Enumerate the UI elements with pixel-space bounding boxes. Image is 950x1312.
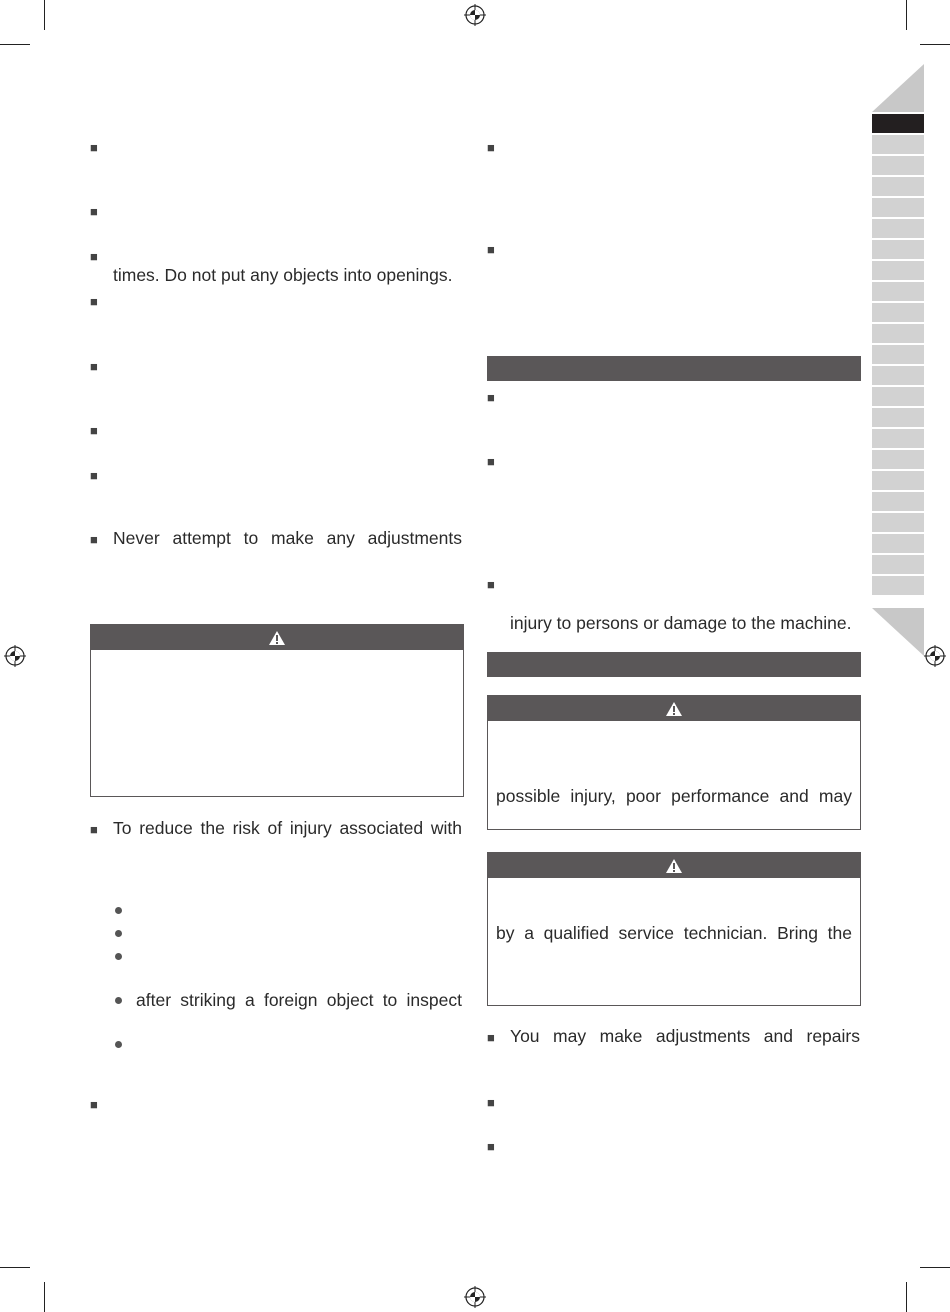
language-tab-strip bbox=[872, 114, 924, 608]
square-bullet: ■ bbox=[487, 242, 495, 257]
tab bbox=[872, 240, 924, 259]
tab bbox=[872, 387, 924, 406]
warning-header bbox=[91, 625, 463, 650]
warning-triangle-icon bbox=[665, 858, 683, 874]
tab bbox=[872, 408, 924, 427]
tab bbox=[872, 303, 924, 322]
tab bbox=[872, 177, 924, 196]
round-bullet bbox=[115, 997, 122, 1004]
tab bbox=[872, 429, 924, 448]
tab bbox=[872, 282, 924, 301]
round-bullet bbox=[115, 1041, 122, 1048]
crop-mark bbox=[906, 1282, 907, 1312]
registration-mark-icon bbox=[4, 645, 26, 667]
warning-triangle-icon bbox=[665, 701, 683, 717]
text-line: times. Do not put any objects into openings. bbox=[113, 265, 453, 285]
crop-mark bbox=[920, 1267, 950, 1268]
warning-header bbox=[488, 696, 860, 721]
warning-triangle-icon bbox=[268, 630, 286, 646]
round-bullet bbox=[115, 953, 122, 960]
tab bbox=[872, 450, 924, 469]
square-bullet: ■ bbox=[487, 1030, 495, 1045]
text-line: injury to persons or damage to the machine. bbox=[510, 613, 852, 633]
square-bullet: ■ bbox=[487, 140, 495, 155]
tab-strip-top-wedge bbox=[872, 64, 924, 112]
text-line: You may make adjustments and repairs bbox=[510, 1026, 860, 1046]
crop-mark bbox=[0, 44, 30, 45]
crop-mark bbox=[44, 0, 45, 30]
section-header-bar bbox=[487, 652, 861, 677]
square-bullet: ■ bbox=[90, 468, 98, 483]
tab bbox=[872, 534, 924, 553]
warning-box bbox=[90, 624, 464, 797]
square-bullet: ■ bbox=[90, 423, 98, 438]
square-bullet: ■ bbox=[90, 822, 98, 837]
square-bullet: ■ bbox=[487, 1139, 495, 1154]
round-bullet bbox=[115, 907, 122, 914]
square-bullet: ■ bbox=[90, 249, 98, 264]
crop-mark bbox=[0, 1267, 30, 1268]
tab bbox=[872, 366, 924, 385]
crop-mark bbox=[906, 0, 907, 30]
tab bbox=[872, 156, 924, 175]
tab bbox=[872, 261, 924, 280]
warning-box bbox=[487, 695, 861, 830]
tab-active bbox=[872, 114, 924, 133]
square-bullet: ■ bbox=[90, 204, 98, 219]
warning-text-line: possible injury, poor performance and may bbox=[496, 786, 852, 806]
warning-text-line: by a qualified service technician. Bring the bbox=[496, 923, 852, 943]
square-bullet: ■ bbox=[487, 577, 495, 592]
tab bbox=[872, 492, 924, 511]
tab bbox=[872, 513, 924, 532]
text-line: To reduce the risk of injury associated with bbox=[113, 818, 462, 838]
registration-mark-icon bbox=[924, 645, 946, 667]
square-bullet: ■ bbox=[487, 454, 495, 469]
registration-mark-icon bbox=[464, 4, 486, 26]
tab bbox=[872, 576, 924, 595]
tab bbox=[872, 555, 924, 574]
text-line: after striking a foreign object to inspect bbox=[136, 990, 462, 1010]
round-bullet bbox=[115, 930, 122, 937]
warning-box bbox=[487, 852, 861, 1006]
crop-mark bbox=[44, 1282, 45, 1312]
square-bullet: ■ bbox=[90, 140, 98, 155]
tab bbox=[872, 471, 924, 490]
square-bullet: ■ bbox=[487, 390, 495, 405]
square-bullet: ■ bbox=[90, 532, 98, 547]
square-bullet: ■ bbox=[90, 359, 98, 374]
square-bullet: ■ bbox=[90, 294, 98, 309]
tab bbox=[872, 345, 924, 364]
square-bullet: ■ bbox=[90, 1097, 98, 1112]
crop-mark bbox=[920, 44, 950, 45]
tab-strip-bottom-wedge bbox=[872, 608, 924, 656]
square-bullet: ■ bbox=[487, 1095, 495, 1110]
tab bbox=[872, 324, 924, 343]
section-header-bar bbox=[487, 356, 861, 381]
tab bbox=[872, 219, 924, 238]
text-line: Never attempt to make any adjustments bbox=[113, 528, 462, 548]
warning-header bbox=[488, 853, 860, 878]
tab bbox=[872, 135, 924, 154]
tab bbox=[872, 198, 924, 217]
registration-mark-icon bbox=[464, 1286, 486, 1308]
